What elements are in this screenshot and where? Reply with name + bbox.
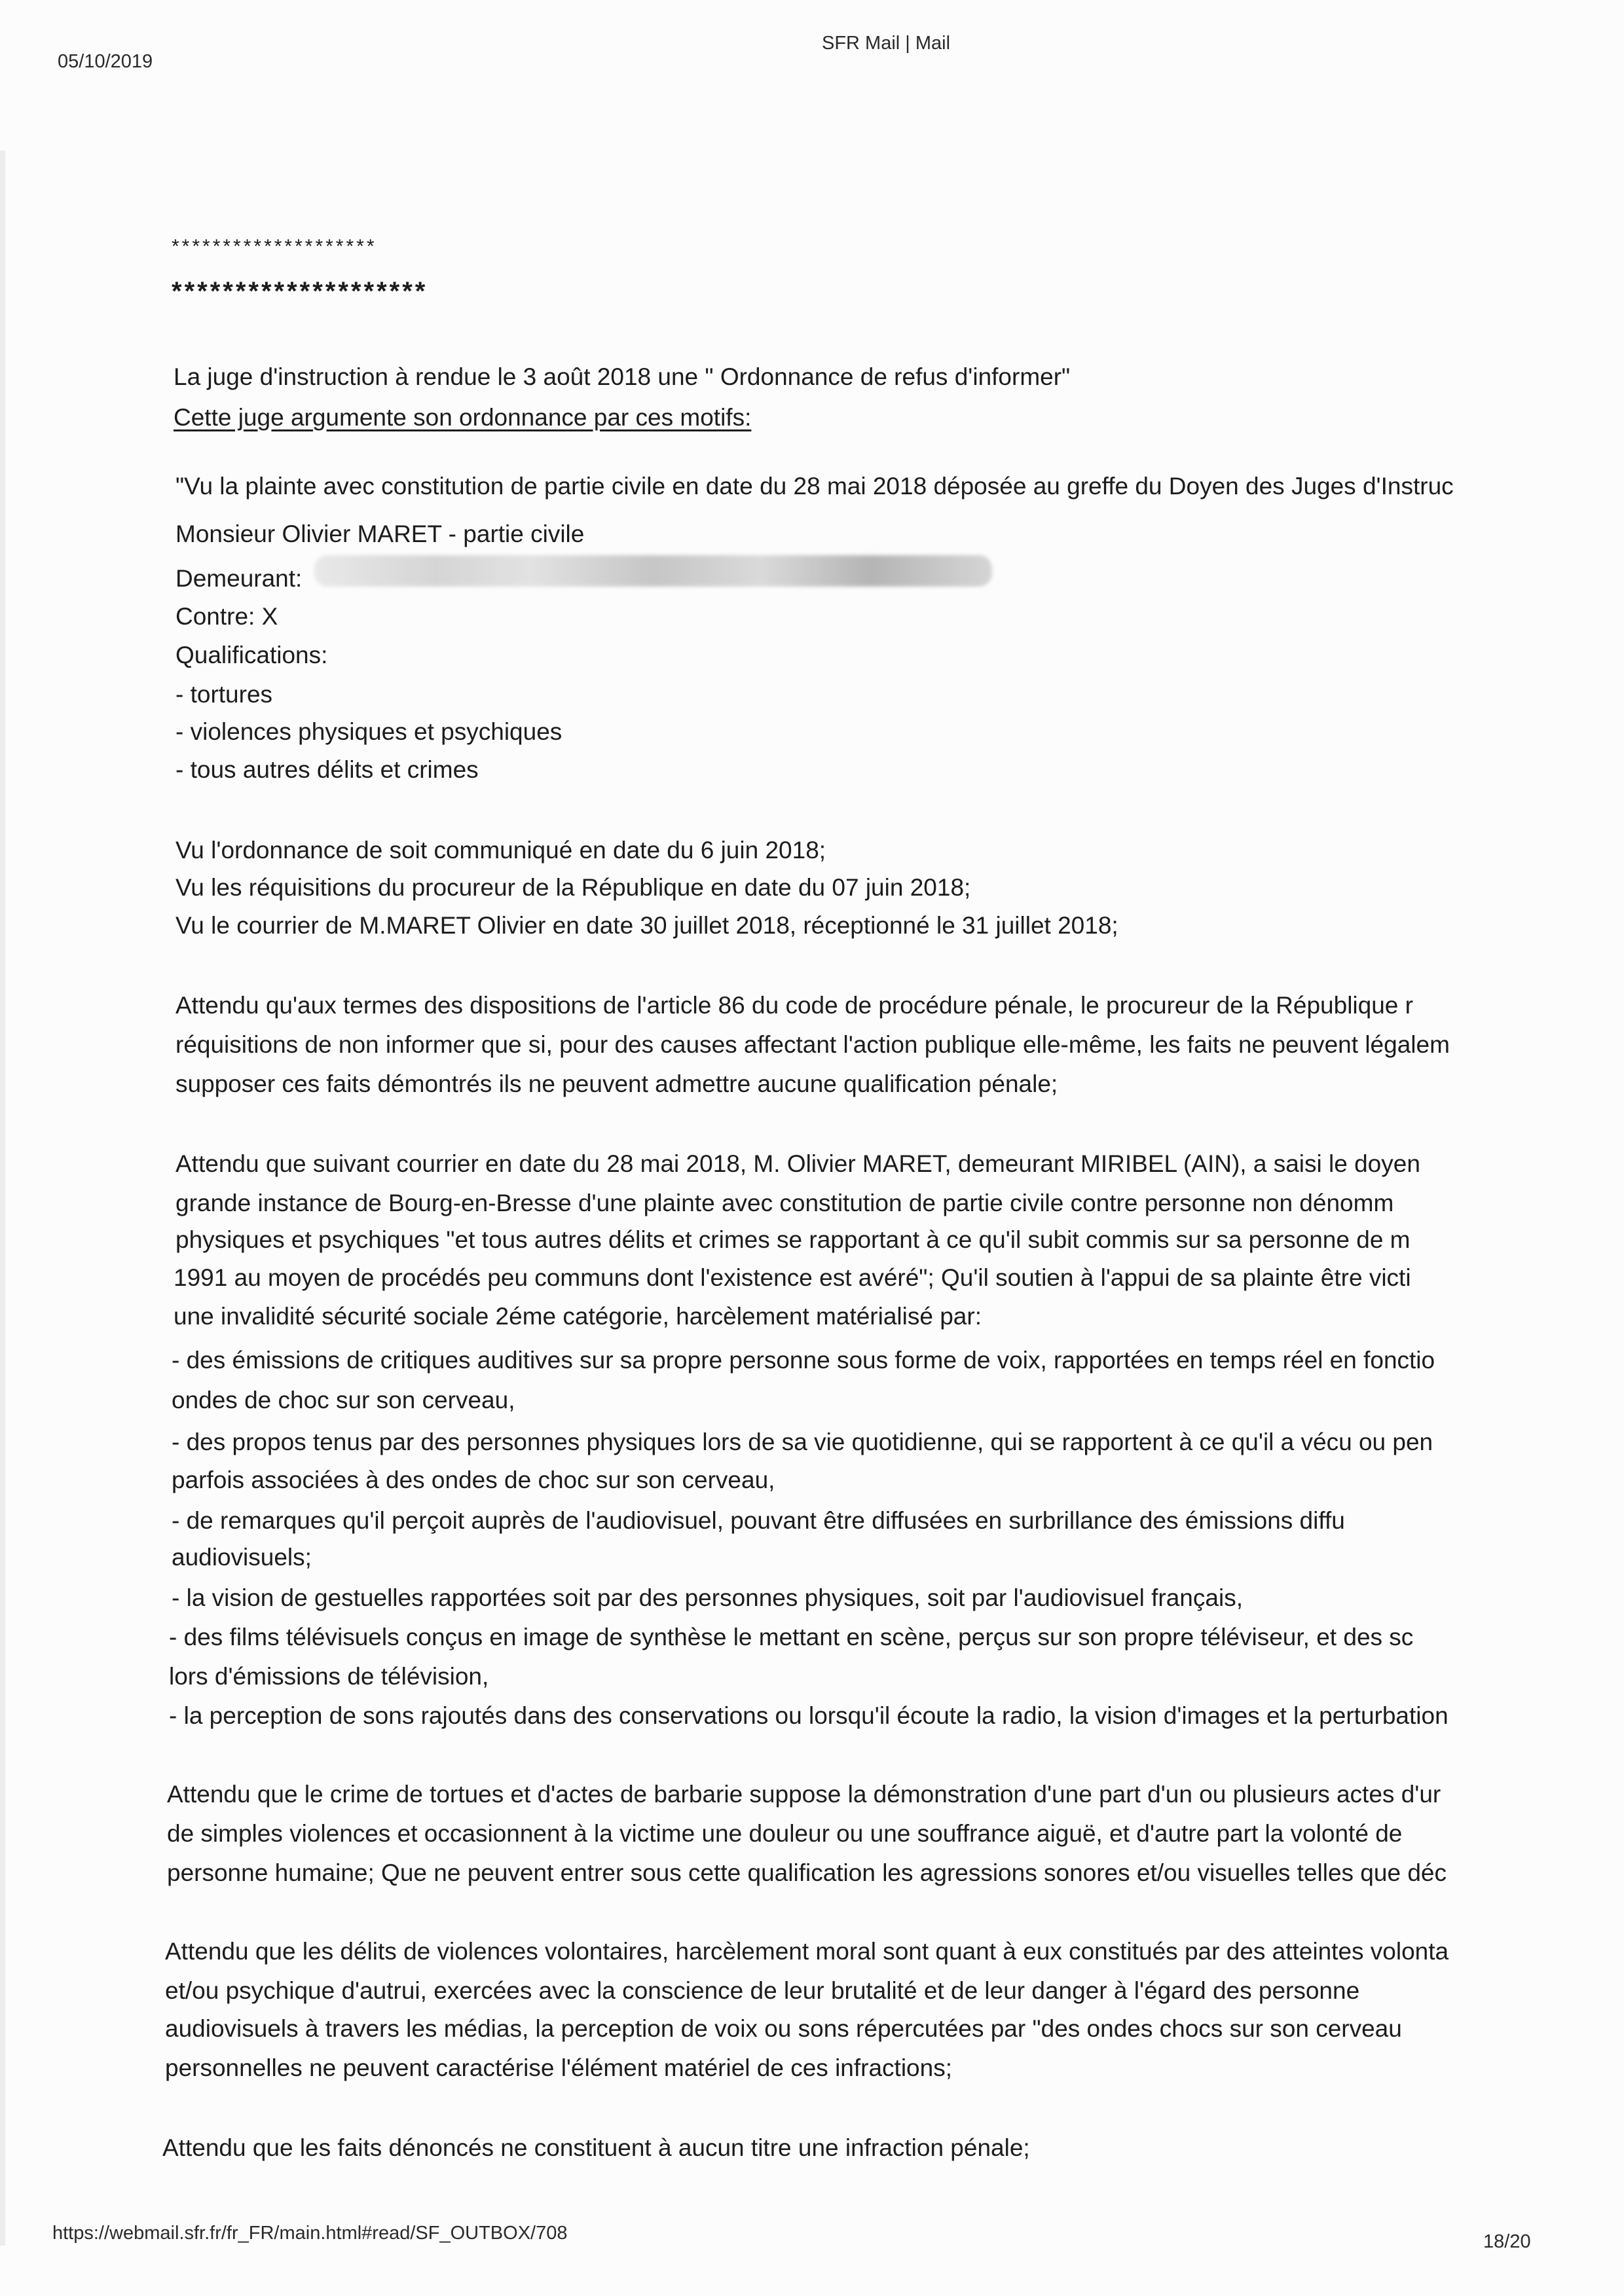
list-item: - la perception de sons rajoutés dans des conservations ou lorsqu'il écoute la radio, la vision d'images et la perturbation: [169, 1702, 1449, 1729]
vu-line: Vu les réquisitions du procureur de la République en date du 07 juin 2018;: [175, 874, 971, 901]
paragraph-line: de simples violences et occasionnent à la victime une douleur ou une souffrance aiguë, et d'autre part la volonté de: [167, 1820, 1403, 1847]
qualification-item: - tortures: [175, 681, 273, 708]
paragraph-line: et/ou psychique d'autrui, exercées avec la conscience de leur brutalité et de leur danger à l'égard des personne: [165, 1977, 1360, 2004]
star-line-1: ********************: [172, 236, 377, 257]
vu-line: Vu le courrier de M.MARET Olivier en date 30 juillet 2018, réceptionné le 31 juillet 2018;: [175, 912, 1118, 939]
paragraph-line: une invalidité sécurité sociale 2éme catégorie, harcèlement matérialisé par:: [174, 1303, 982, 1330]
paragraph-line: grande instance de Bourg-en-Bresse d'une plainte avec constitution de partie civile contre personne non dénomm: [175, 1190, 1394, 1216]
list-item: ondes de choc sur son cerveau,: [172, 1387, 515, 1413]
list-item: - de remarques qu'il perçoit auprès de l'audiovisuel, pouvant être diffusées en surbrillance des émissions diffu: [172, 1507, 1345, 1534]
intro-underlined: Cette juge argumente son ordonnance par ces motifs:: [174, 404, 752, 431]
paragraph-line: Attendu qu'aux termes des dispositions de l'article 86 du code de procédure pénale, le procureur de la République r: [175, 992, 1413, 1019]
list-item: parfois associées à des ondes de choc sur son cerveau,: [172, 1467, 775, 1493]
paragraph-line: réquisitions de non informer que si, pour des causes affectant l'action publique elle-même, les faits ne peuvent légalem: [175, 1031, 1450, 1058]
list-item: lors d'émissions de télévision,: [169, 1663, 489, 1690]
list-item: - des propos tenus par des personnes physiques lors de sa vie quotidienne, qui se rapportent à ce qu'il a vécu ou pen: [172, 1429, 1433, 1455]
intro-line: La juge d'instruction à rendue le 3 août 2018 une " Ordonnance de refus d'informer": [174, 363, 1071, 390]
star-line-2: ********************: [172, 277, 428, 306]
against-line: Contre: X: [175, 603, 278, 630]
qualifications-label: Qualifications:: [175, 642, 328, 668]
scan-edge: [0, 151, 5, 2246]
paragraph-line: personne humaine; Que ne peuvent entrer sous cette qualification les agressions sonores et/ou visuelles telles que déc: [167, 1859, 1447, 1886]
footer-page-number: 18/20: [1483, 2231, 1531, 2252]
address-label: Demeurant:: [175, 565, 303, 592]
plaintiff-line: Monsieur Olivier MARET - partie civile: [175, 520, 585, 547]
list-item: - des émissions de critiques auditives sur sa propre personne sous forme de voix, rapportées en temps réel en fonctio: [172, 1347, 1435, 1374]
complaint-line: "Vu la plainte avec constitution de partie civile en date du 28 mai 2018 déposée au greffe du Doyen des Juges d'Instruc: [175, 473, 1454, 500]
paragraph-line: Attendu que le crime de tortues et d'actes de barbarie suppose la démonstration d'une part d'un ou plusieurs actes d'ur: [167, 1781, 1441, 1808]
footer-url: https://webmail.sfr.fr/fr_FR/main.html#read/SF_OUTBOX/708: [52, 2223, 568, 2244]
header-date: 05/10/2019: [58, 51, 153, 72]
paragraph-line: 1991 au moyen de procédés peu communs dont l'existence est avéré"; Qu'il soutien à l'appui de sa plainte être victi: [174, 1264, 1411, 1291]
redacted-address: [314, 555, 992, 587]
qualification-item: - tous autres délits et crimes: [175, 756, 479, 783]
paragraph-line: Attendu que les délits de violences volontaires, harcèlement moral sont quant à eux constitués par des atteintes volonta: [165, 1938, 1449, 1965]
vu-line: Vu l'ordonnance de soit communiqué en date du 6 juin 2018;: [175, 837, 826, 864]
paragraph-line: personnelles ne peuvent caractérise l'élément matériel de ces infractions;: [165, 2054, 952, 2081]
paragraph-line: Attendu que les faits dénoncés ne constituent à aucun titre une infraction pénale;: [162, 2134, 1030, 2161]
paragraph-line: audiovisuels à travers les médias, la perception de voix ou sons répercutées par "des ondes chocs sur son cerveau: [165, 2015, 1402, 2042]
paragraph-line: Attendu que suivant courrier en date du 28 mai 2018, M. Olivier MARET, demeurant MIRIBEL (AIN), a saisi le doyen: [175, 1150, 1420, 1177]
list-item: audiovisuels;: [172, 1544, 312, 1571]
header-title: SFR Mail | Mail: [822, 33, 951, 54]
list-item: - la vision de gestuelles rapportées soit par des personnes physiques, soit par l'audiovisuel français,: [172, 1584, 1243, 1611]
paragraph-line: physiques et psychiques "et tous autres délits et crimes se rapportant à ce qu'il subit commis sur sa personne de m: [175, 1226, 1411, 1253]
list-item: - des films télévisuels conçus en image de synthèse le mettant en scène, perçus sur son propre téléviseur, et des sc: [169, 1624, 1414, 1650]
paragraph-line: supposer ces faits démontrés ils ne peuvent admettre aucune qualification pénale;: [175, 1070, 1058, 1097]
qualification-item: - violences physiques et psychiques: [175, 718, 563, 745]
